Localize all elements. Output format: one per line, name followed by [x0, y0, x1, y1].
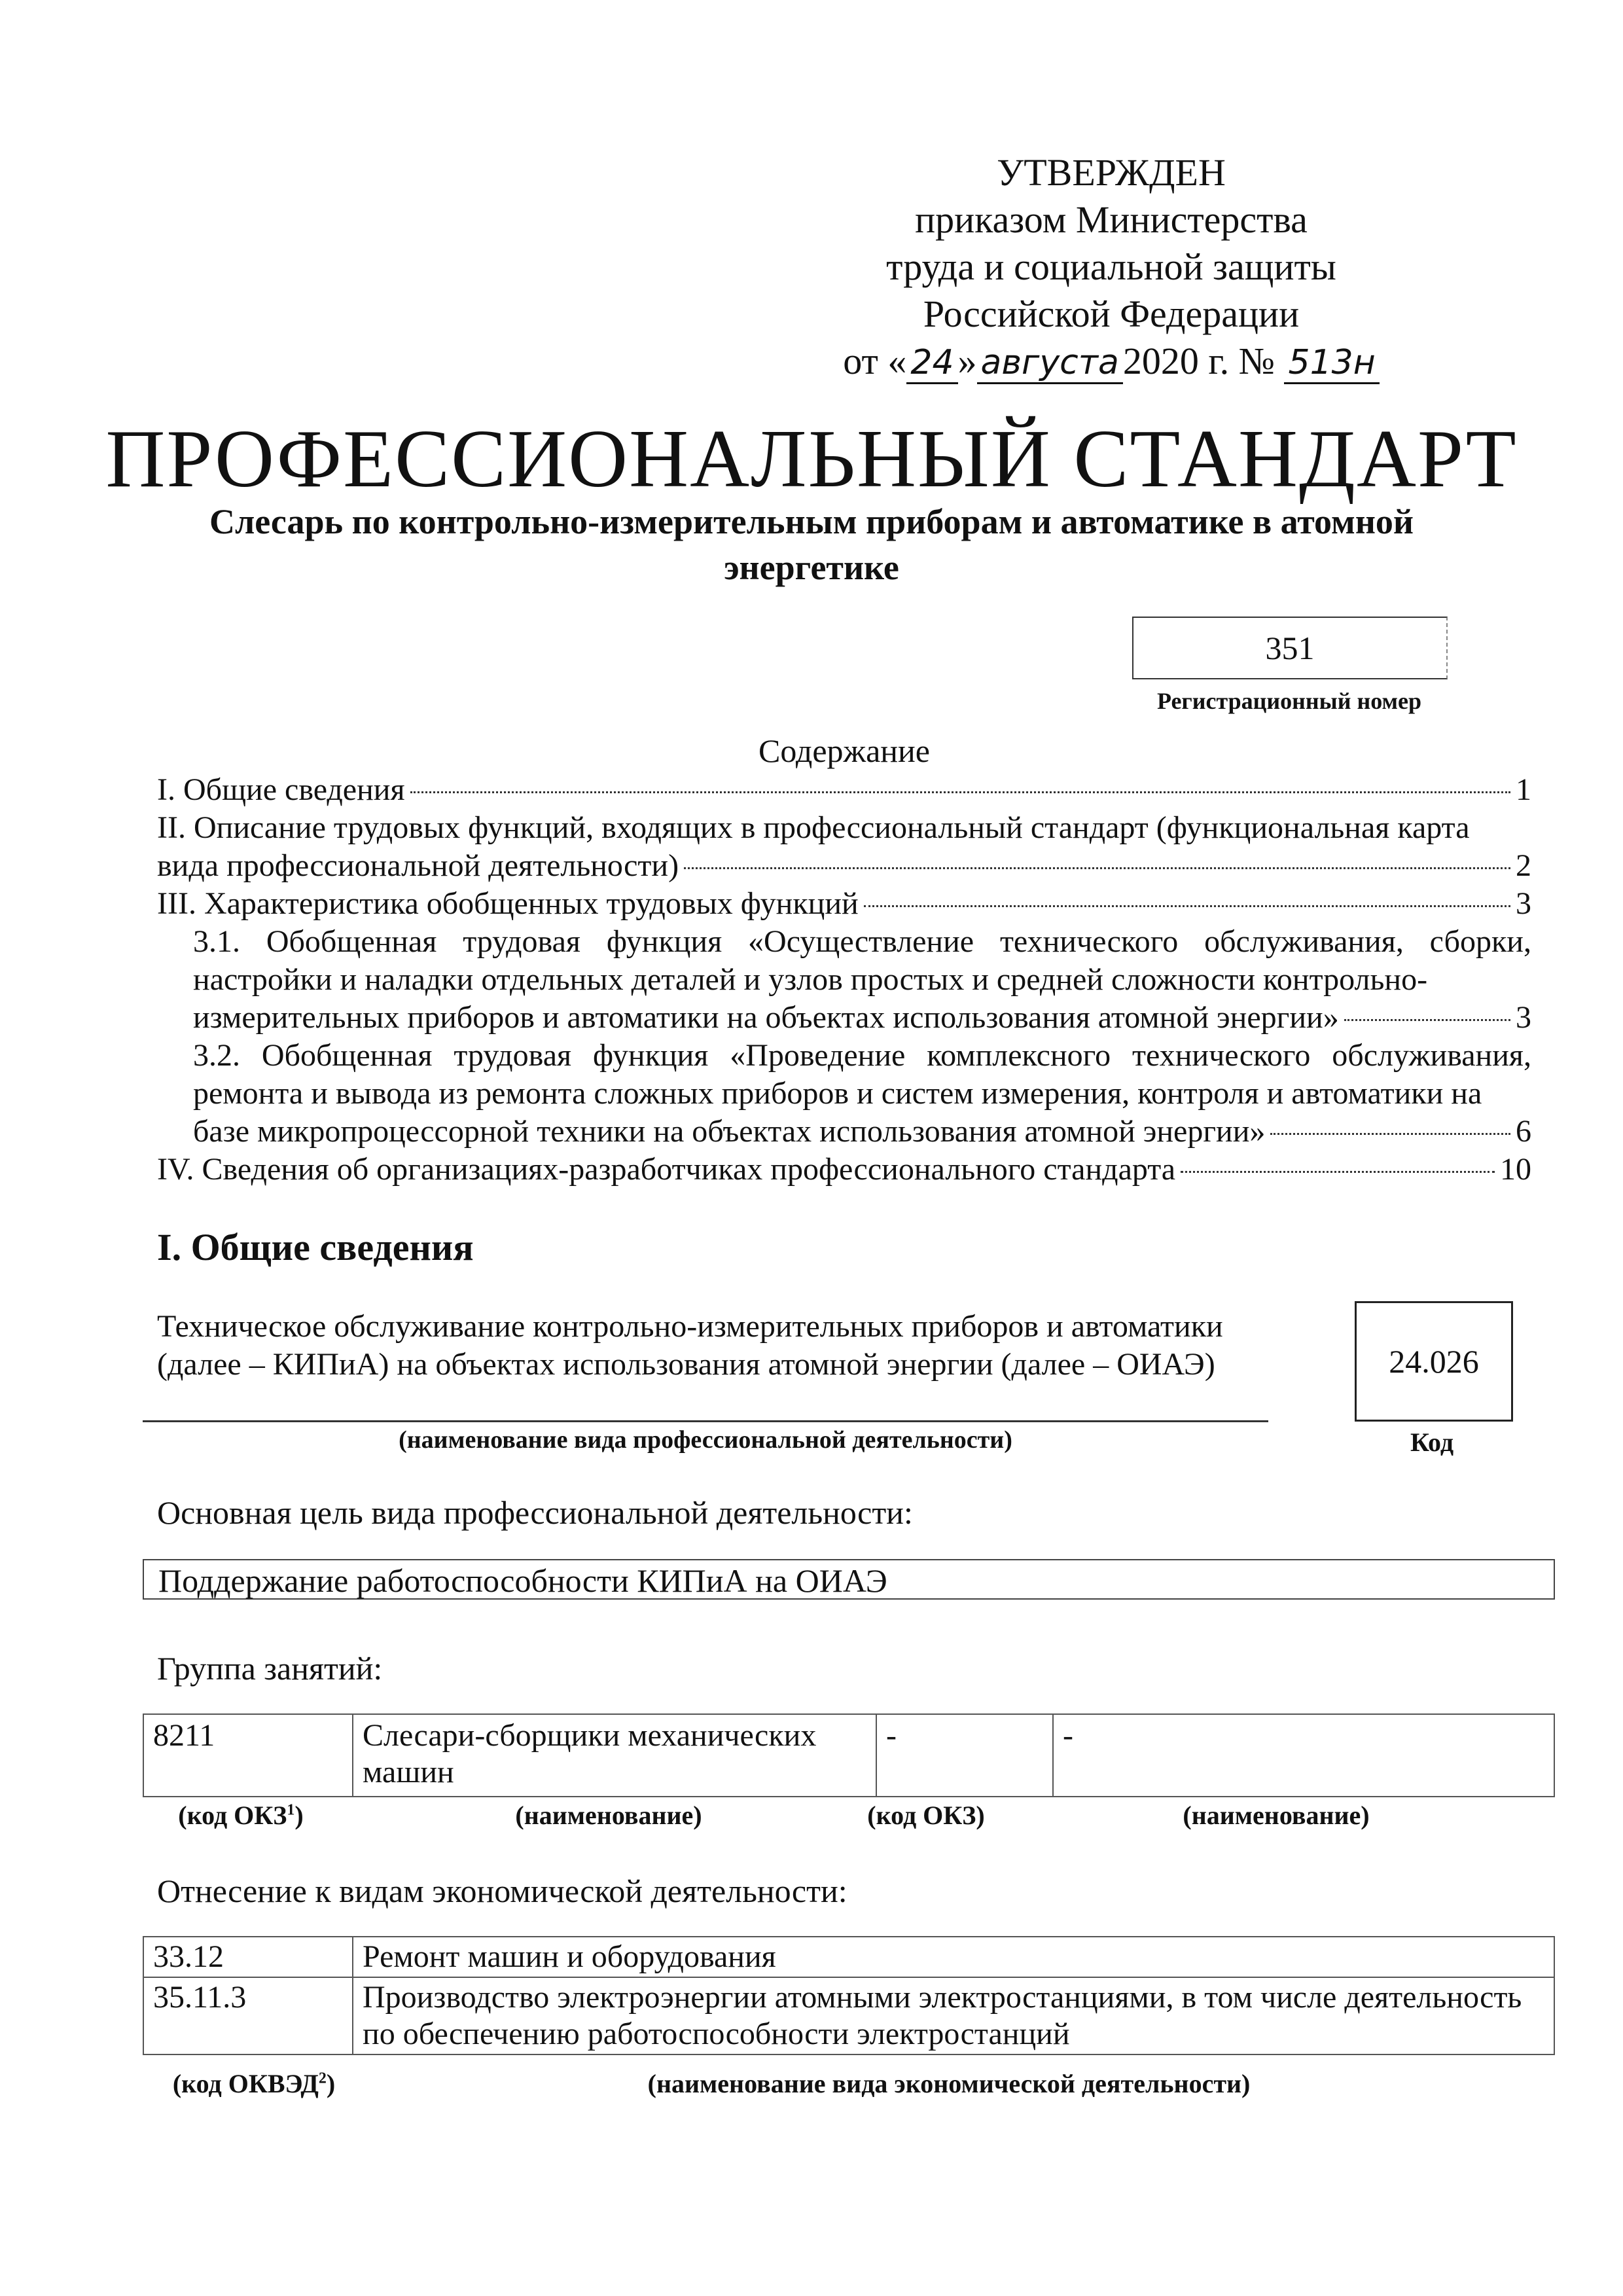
okved-name-cell: Ремонт машин и оборудования — [353, 1937, 1554, 1977]
toc-item[interactable]: I. Общие сведения 1 — [157, 772, 1531, 807]
activity-name: Техническое обслуживание контрольно-измерительных приборов и автоматики (далее – КИПиА) на объектах использования атомной энергии (далее – ОИАЭ) — [157, 1309, 1223, 1382]
handwritten-order-number: 513н — [1284, 343, 1379, 384]
document-subtitle: Слесарь по контрольно-измерительным приборам и автоматике в атомной энергетике — [209, 502, 1414, 587]
approval-title: УТВЕРЖДЕН — [997, 151, 1226, 194]
okz-code-caption-2: (код ОКЗ) — [867, 1801, 985, 1830]
toc-item[interactable]: 3.1. Обобщенная трудовая функция «Осуществление технического обслуживания, сборки, настройки и наладки отдельных деталей и узлов простых и средней сложности контрольно- измерительных приборов и автоматики на объектах использования атомной энергии» 3 — [193, 924, 1531, 1035]
okved-name-caption: (наименование вида экономической деятельности) — [647, 2069, 1251, 2098]
section-heading: I. Общие сведения — [157, 1226, 474, 1268]
table-row — [143, 1977, 1554, 2054]
toc-heading: Содержание — [758, 732, 930, 769]
divider — [143, 1420, 1268, 1422]
table-of-contents — [157, 771, 1531, 1189]
okved-code-cell: 33.12 — [143, 1937, 353, 1977]
goal-label: Основная цель вида профессиональной деятельности: — [157, 1494, 913, 1531]
approval-date-line: от « 24 » августа 2020 г. № 513н — [784, 338, 1438, 385]
economic-activity-label: Отнесение к видам экономической деятельности: — [157, 1873, 847, 1909]
okz-name-cell: Слесари-сборщики механических машин — [353, 1714, 876, 1797]
approval-line-3: труда и социальной защиты — [886, 245, 1336, 288]
approval-block — [784, 149, 1438, 385]
table-row — [143, 1714, 1554, 1797]
activity-code-box: 24.026 — [1355, 1301, 1513, 1422]
handwritten-day: 24 — [906, 343, 957, 384]
okz-code-cell: - — [876, 1714, 1053, 1797]
toc-item[interactable]: IV. Сведения об организациях-разработчиках профессионального стандарта 10 — [157, 1152, 1531, 1187]
group-label: Группа занятий: — [157, 1650, 383, 1687]
toc-item[interactable]: III. Характеристика обобщенных трудовых функций 3 — [157, 886, 1531, 921]
economic-activity-table — [143, 1936, 1555, 2055]
activity-code-caption: Код — [1410, 1427, 1454, 1457]
occupation-group-table — [143, 1713, 1555, 1797]
okz-code-caption: (код ОКЗ$^1$) — [178, 1801, 304, 1830]
document-title: ПРОФЕССИОНАЛЬНЫЙ СТАНДАРТ — [105, 414, 1518, 505]
okz-name-cell: - — [1053, 1714, 1554, 1797]
goal-box: Поддержание работоспособности КИПиА на ОИАЭ — [143, 1559, 1555, 1600]
activity-caption: (наименование вида профессиональной деятельности) — [399, 1426, 1012, 1454]
okz-code-cell: 8211 — [143, 1714, 353, 1797]
registration-number-box: 351 — [1132, 617, 1448, 679]
table-row — [143, 1937, 1554, 1977]
toc-item[interactable]: II. Описание трудовых функций, входящих в профессиональный стандарт (функциональная карта вида профессиональной деятельности) 2 — [157, 810, 1531, 883]
handwritten-month: августа — [977, 343, 1123, 384]
okved-code-caption: (код ОКВЭД$^2$) — [172, 2069, 336, 2098]
name-caption: (наименование) — [515, 1801, 702, 1830]
okved-name-cell: Производство электроэнергии атомными электростанциями, в том числе деятельность по обеспечению работоспособности электростанций — [353, 1977, 1554, 2054]
approval-line-4: Российской Федерации — [923, 293, 1300, 335]
approval-line-2: приказом Министерства — [915, 198, 1308, 241]
toc-item[interactable]: 3.2. Обобщенная трудовая функция «Проведение комплексного технического обслуживания, ремонта и вывода из ремонта сложных приборов и систем измерения, контроля и автоматики на базе микропроцессорной техники на объектах использования атомной энергии» 6 — [193, 1038, 1531, 1149]
registration-number-label: Регистрационный номер — [1156, 688, 1422, 714]
okved-code-cell: 35.11.3 — [143, 1977, 353, 2054]
name-caption-2: (наименование) — [1183, 1801, 1370, 1830]
